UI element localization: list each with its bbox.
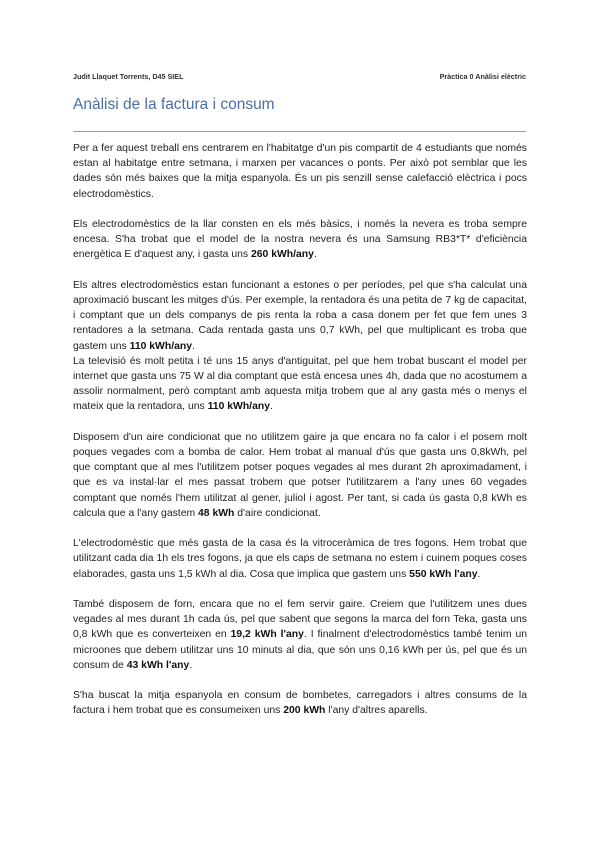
aircon-consumption: 48 kWh bbox=[198, 507, 235, 519]
tv-consumption: 110 kWh/any bbox=[207, 401, 270, 413]
fridge-consumption: 260 kWh/any bbox=[250, 249, 314, 261]
paragraph-washer: Els altres electrodomèstics estan funcionant a estones o per períodes, pel que s'ha calculat una aproximació buscant les mitges d'ús. Per exemple, la rentadora és una petita de 7 kg de capacitat, i comptant que un dels companys de pis renta la roba a casa donem per fet que fem unes 3 rentadores a la setmana. Cada rentada gasta uns 0,7 kWh, pel que multiplicant es troba que gastem uns 110 kWh/any. bbox=[73, 279, 527, 352]
other-consumption: 200 kWh bbox=[283, 705, 326, 717]
document-body bbox=[73, 141, 527, 734]
paragraph-other: S'ha buscat la mitja espanyola en consum de bombetes, carregadors i altres consums de la factura i hem trobat que es consumeixen uns 200 kWh l'any d'altres aparells. bbox=[73, 690, 527, 717]
page-title: Anàlisi de la factura i consum bbox=[73, 96, 275, 113]
microwave-consumption: 43 kWh l'any bbox=[126, 659, 190, 671]
washer-consumption: 110 kWh/any bbox=[129, 340, 192, 352]
paragraph-oven-microwave: També disposem de forn, encara que no el fem servir gaire. Creiem que l'utilitzem unes dues vegades al mes durant 1h cada ús, pel que sabent que segons la marca del forn Teka, gasta uns 0,8 kWh que es converteixen en 19,2 kWh l'any. I finalment d'electrodomèstics també tenim un microones que debem utilitzar uns 10 minuts al dia, que són uns 0,16 kWh per ús, pel que és un consum de 43 kWh l'any. bbox=[73, 599, 527, 671]
paragraph-tv: La televisió és molt petita i té uns 15 anys d'antiguitat, pel que hem trobat buscant el model per internet que gasta uns 75 W al dia comptant que està encesa unes 4h, dada que no acostumem a assolir normalment, però comptant amb aquesta mitja trobem que al any gasta més o menys el mateix que la rentadora, uns 110 kWh/any. bbox=[73, 355, 527, 413]
stove-consumption: 550 kWh l'any bbox=[409, 568, 478, 580]
paragraph-fridge: Els electrodomèstics de la llar consten en els més bàsics, i només la nevera es troba sempre encesa. S'ha trobat que el model de la nostra nevera és una Samsung RB3*T* d'eficiència energètica E d'aquest any, i gasta uns 260 kWh/any. bbox=[73, 219, 527, 261]
title-divider bbox=[73, 131, 526, 132]
header-author: Judit Llaquet Torrents, D45 SIEL bbox=[73, 72, 184, 81]
paragraph-intro: Per a fer aquest treball ens centrarem en l'habitatge d'un pis compartit de 4 estudiants que només estan al habitatge entre setmana, i marxen per vacances o ponts. Per això pot semblar que les dades són més baixes que la mitja espanyola. És un pis senzill sense calefacció elèctrica i pocs electrodomèstics. bbox=[73, 143, 527, 200]
paragraph-stove: L'electrodomèstic que més gasta de la casa és la vitroceràmica de tres fogons. Hem trobat que utilitzant cada dia 1h els tres fogons, ja que els caps de setmana no estem i cuinem poques coses elaborades, gasta uns 1,5 kWh al dia. Cosa que implica que gastem uns 550 kWh l'any. bbox=[73, 538, 527, 580]
page-header bbox=[73, 72, 526, 81]
paragraph-aircon: Disposem d'un aire condicionat que no utilitzem gaire ja que encara no fa calor i el posem molt poques vegades com a bomba de calor. Hem trobat al manual d'ús que gasta uns 0,8kWh, pel que comptant que al mes l'utilitzem potser poques vegades al mes durant 2h aproximadament, i que es va instal·lar el mes passat trobem que potser l'utilitzarem a l'any unes 60 vegades comptant que només l'hem utilitzat al gener, juliol i agost. Per tant, si cada ús gasta 0,8 kWh es calcula que a l'any gastem 48 kWh d'aire condicionat. bbox=[73, 431, 527, 519]
oven-consumption: 19,2 kWh l'any bbox=[230, 629, 304, 641]
header-practice: Pràctica 0 Anàlisi elèctric bbox=[439, 72, 526, 81]
